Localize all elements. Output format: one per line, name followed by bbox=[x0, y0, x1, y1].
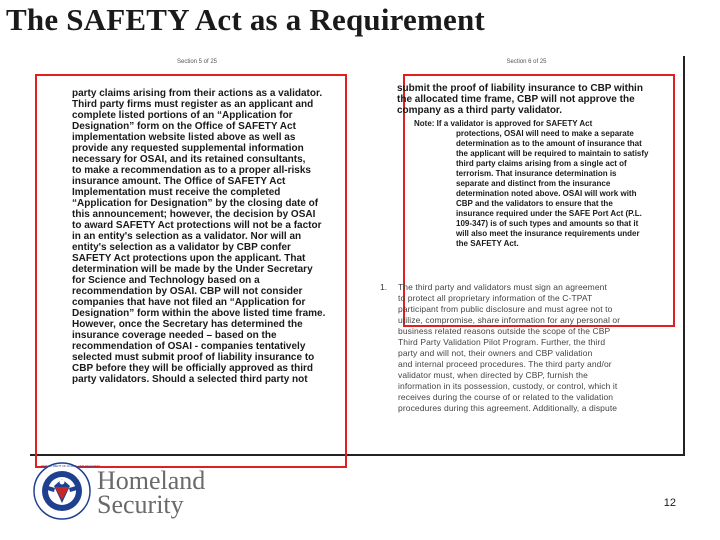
note-line: third party claims arising from a single act of bbox=[456, 159, 627, 168]
faded-line: validator must, when directed by CBP, furnish the bbox=[398, 370, 588, 380]
faded-line: utilize, compromise, share information for any personal or bbox=[398, 315, 621, 325]
text-line: implementation website listed above as well as bbox=[72, 132, 296, 143]
faded-line: procedures during this agreement. Additionally, a dispute bbox=[398, 403, 618, 413]
note-line: CBP and the validators to ensure that the bbox=[456, 199, 613, 208]
text-line: for Science and Technology based on a bbox=[72, 275, 260, 286]
logo-text-homeland: Homeland bbox=[97, 466, 206, 495]
note-line: determination noted above. OSAI will work with bbox=[456, 189, 637, 198]
text-line: complete listed portions of an “Application for bbox=[72, 110, 293, 121]
document-scan bbox=[30, 56, 685, 456]
text-line: party claims arising from their actions as a validator. bbox=[72, 88, 323, 99]
slide-title: The SAFETY Act as a Requirement bbox=[6, 2, 485, 37]
faded-line: and internal proceed procedures. The third party and/or bbox=[398, 359, 612, 369]
seal-label: DEPARTMENT OF HOMELAND SECURITY bbox=[41, 464, 101, 468]
page-header-right: Section 6 of 25 bbox=[506, 59, 547, 65]
faded-line: party and will not, their owners and CBP validation bbox=[398, 348, 593, 358]
text-line: this announcement; however, the decision by OSAI bbox=[72, 209, 316, 220]
page-number: 12 bbox=[663, 497, 676, 509]
text-line: “Application for Designation” by the closing date of bbox=[72, 198, 319, 209]
document-page-left bbox=[32, 56, 362, 452]
note-line: terrorism. That insurance determination is bbox=[456, 169, 617, 178]
text-line: party validators. Should a selected third party not bbox=[72, 374, 308, 385]
faded-line: receives during the course of or related to the validation bbox=[398, 392, 614, 402]
note-line: Note: If a validator is approved for SAFETY Act bbox=[414, 119, 593, 128]
text-line: necessary for OSAI, and its retained consultants, bbox=[72, 154, 306, 165]
text-line: Third party firms must register as an applicant and bbox=[72, 99, 314, 110]
homeland-security-logo bbox=[33, 462, 223, 522]
faded-line: Third Party Validation Pilot Program. Further, the third bbox=[398, 337, 606, 347]
text-line: entity's selection as a validator by CBP confer bbox=[72, 242, 291, 253]
text-line: SAFETY Act protections upon the applicant. That bbox=[72, 253, 306, 264]
text-line: provide any requested supplemental information bbox=[72, 143, 304, 154]
note-line: separate and distinct from the insurance bbox=[456, 179, 611, 188]
text-line: determination will be made by the Under Secretary bbox=[72, 264, 313, 275]
text-line: companies that have not filed an “Application for bbox=[72, 297, 306, 308]
note-line: insurance required under the SAFE Port Act (P.L. bbox=[456, 209, 642, 218]
text-line: to make a recommendation as to a proper all-risks bbox=[72, 165, 311, 176]
text-line: the allocated time frame, CBP will not approve the bbox=[397, 94, 635, 105]
text-line: insurance coverage needed – based on the bbox=[72, 330, 277, 341]
faded-line: information in its possession, custody, or control, which it bbox=[398, 381, 618, 391]
text-line: in an entity's selection as a validator. Nor will an bbox=[72, 231, 302, 242]
note-line: determination as to the amount of insurance that bbox=[456, 139, 642, 148]
text-line: recommendation of OSAI - companies tentatively bbox=[72, 341, 306, 352]
faded-line: to protect all proprietary information of the C-TPAT bbox=[398, 293, 593, 303]
note-line: 109-347) is of such types and amounts so that it bbox=[456, 219, 639, 228]
note-line: the applicant will be required to maintain to satisfy bbox=[456, 149, 649, 158]
text-line: CBP before they will be officially approved as third bbox=[72, 363, 313, 374]
text-line: However, once the Secretary has determined the bbox=[72, 319, 303, 330]
faded-line: business related reasons outside the scope of the CBP bbox=[398, 326, 611, 336]
page-header-left: Section 5 of 25 bbox=[176, 59, 218, 65]
paragraph-number: 1. bbox=[380, 282, 388, 292]
note-line: the SAFETY Act. bbox=[456, 239, 519, 248]
logo-text-security: Security bbox=[97, 490, 184, 519]
faded-line: participant from public disclosure and must agree not to bbox=[398, 304, 613, 314]
text-line: to award SAFETY Act protections will not be a factor bbox=[72, 220, 322, 231]
text-line: insurance amount. The Office of SAFETY Act bbox=[72, 176, 286, 187]
text-line: selected must submit proof of liability insurance to bbox=[72, 352, 315, 363]
text-line: company as a third party validator. bbox=[397, 105, 563, 116]
faded-line: The third party and validators must sign an agreement bbox=[398, 282, 607, 292]
note-line: will also meet the insurance requirements under bbox=[456, 229, 640, 238]
text-line: Designation” form on the Office of SAFETY Act bbox=[72, 121, 296, 132]
text-line: Implementation must receive the completed bbox=[72, 187, 281, 198]
dhs-seal-icon bbox=[33, 462, 91, 520]
text-line: recommendation by OSAI. CBP will not consider bbox=[72, 286, 303, 297]
document-page-right bbox=[370, 56, 683, 452]
note-line: protections, OSAI will need to make a separate bbox=[456, 129, 634, 138]
text-line: Designation” form within the above listed time frame. bbox=[72, 308, 326, 319]
text-line: submit the proof of liability insurance to CBP within bbox=[397, 83, 643, 94]
